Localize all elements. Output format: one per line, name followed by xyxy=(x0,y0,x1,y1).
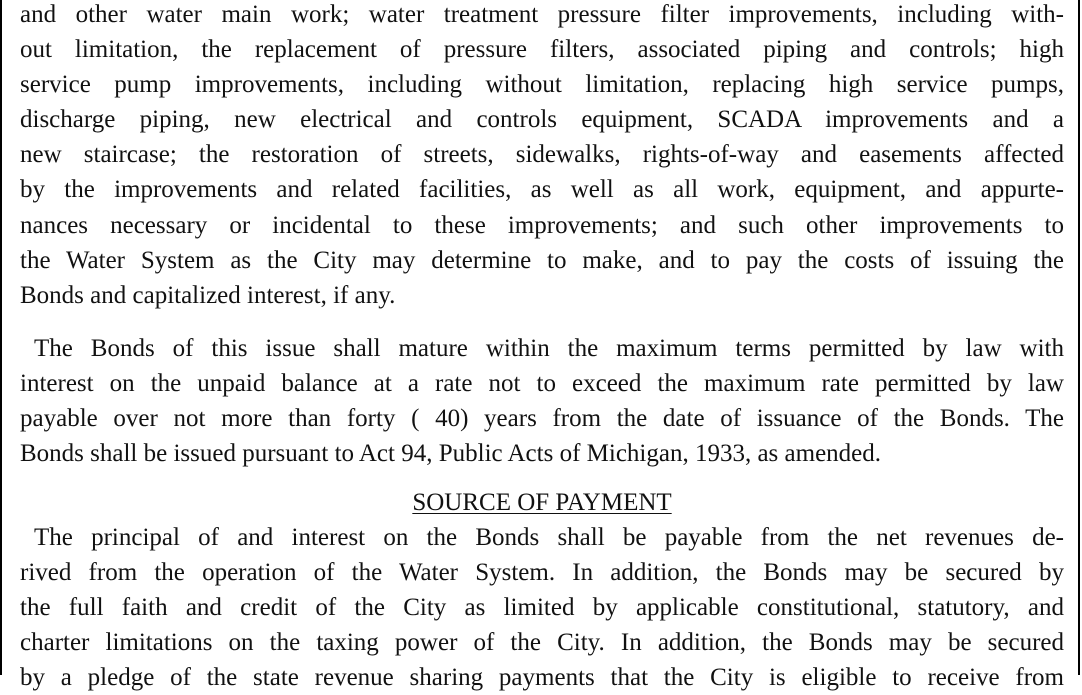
paragraph-source-of-payment xyxy=(2,520,1082,695)
text-line: nances necessary or incidental to these improvements; and such other improvements to xyxy=(20,211,1064,239)
text-line: out limitation, the replacement of pressure filters, associated piping and controls; high xyxy=(20,36,1064,64)
text-line: discharge piping, new electrical and controls equipment, SCADA improvements and a xyxy=(20,106,1064,134)
text-line: by the improvements and related facilities, as well as all work, equipment, and appurte- xyxy=(20,176,1064,204)
text-line: and other water main work; water treatment pressure filter improvements, including with- xyxy=(20,1,1064,28)
text-line: Bonds shall be issued pursuant to Act 94, Public Acts of Michigan, 1933, as amended. xyxy=(20,440,882,468)
paragraph-bond-maturity xyxy=(2,331,1082,471)
text-line: The Bonds of this issue shall mature within the maximum terms permitted by law with xyxy=(34,335,1064,362)
text-line: service pump improvements, including without limitation, replacing high service pumps, xyxy=(20,71,1064,99)
section-heading xyxy=(2,485,1082,520)
text-line: The principal of and interest on the Bonds shall be payable from the net revenues de- xyxy=(34,524,1064,551)
section-heading-text: SOURCE OF PAYMENT xyxy=(412,489,672,516)
text-line: rived from the operation of the Water System. In addition, the Bonds may be secured by xyxy=(20,559,1064,587)
text-line: Bonds and capitalized interest, if any. xyxy=(20,281,396,309)
text-line: charter limitations on the taxing power of the City. In addition, the Bonds may be secured xyxy=(20,629,1064,657)
text-line: by a pledge of the state revenue sharing payments that the City is eligible to receive from xyxy=(20,664,1064,692)
paragraph-project-description xyxy=(2,0,1082,313)
text-line: interest on the unpaid balance at a rate not to exceed the maximum rate permitted by law xyxy=(20,370,1064,398)
text-line: new staircase; the restoration of streets, sidewalks, rights-of-way and easements affected xyxy=(20,141,1064,169)
text-line: payable over not more than forty ( 40) years from the date of issuance of the Bonds. The xyxy=(20,405,1064,433)
text-line: the full faith and credit of the City as limited by applicable constitutional, statutory, and xyxy=(20,594,1064,622)
text-line: the Water System as the City may determine to make, and to pay the costs of issuing the xyxy=(20,246,1064,274)
